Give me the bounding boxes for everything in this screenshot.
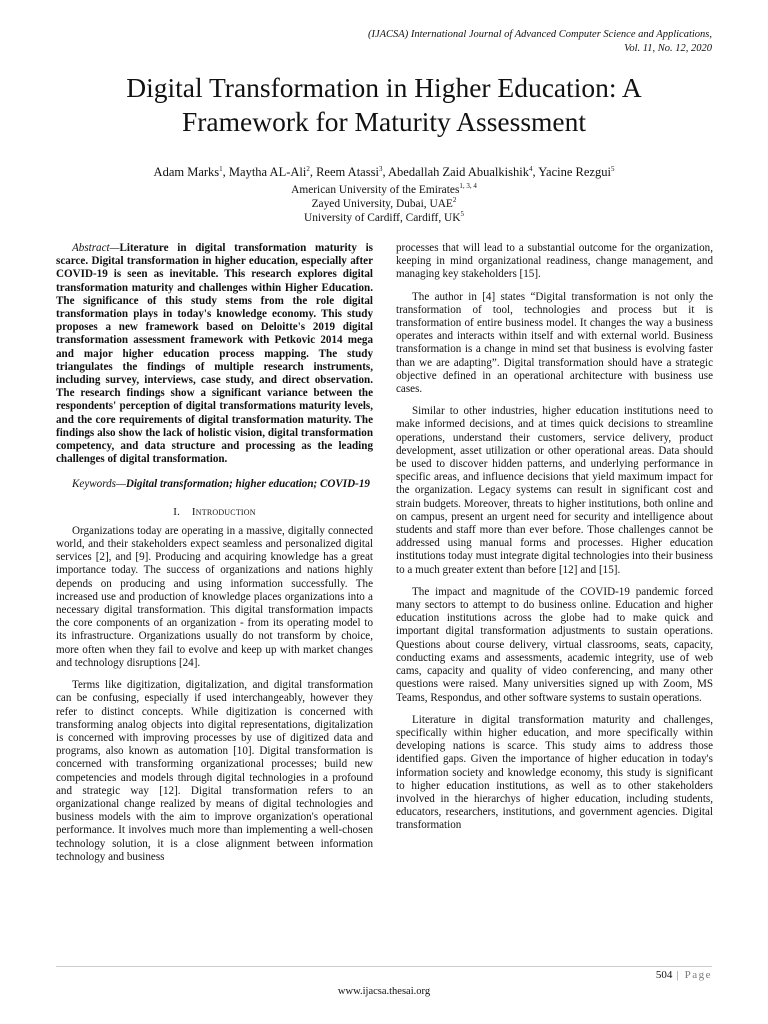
journal-header-line-1: (IJACSA) International Journal of Advanced Computer Science and Applications, — [367, 29, 712, 40]
keywords — [56, 478, 373, 491]
author-affiliation-mark: 1 — [219, 164, 223, 173]
author-separator: , — [222, 165, 229, 179]
keywords-label: Keywords— — [72, 478, 126, 491]
affiliation-mark: 1, 3, 4 — [459, 182, 477, 191]
author — [388, 165, 538, 179]
paper-title-line-1: Digital Transformation in Higher Education: A — [126, 72, 642, 103]
author-list — [40, 164, 728, 180]
abstract-text: Literature in digital transformation maturity is scarce. Digital transformation in higher education, especially after COVID-19 is seen as inevitable. This research explores digital transformation maturity and challenges within Higher Education. The significance of this study stems from the role digital transformation plays in today's knowledge economy. This study proposes a new framework based on Deloitte's 2019 digital transformation assessment framework with Petkovic 2014 mega and major higher education process mapping. The study triangulates the findings of multiple research instruments, including survey, interviews, case study, and direct observation. The research findings show a significant variance between the respondents' perception of digital transformations maturity levels, and the core requirements of digital transformation maturity. The findings also show the lack of holistic vision, digital transformation competency, and data structure and processing as the leading challenges of digital transformation. — [56, 242, 373, 466]
body-paragraph: Organizations today are operating in a massive, digitally connected world, and their stakeholders expect seamless and personalized digital services [2], and [9]. Producing and acquiring knowledge has a great importance today. The success of organizations and nations highly depends on producing and using information successfully. The increased use and production of knowledge places organizations into a necessary digital transformation. This digital transformation impacts the core components of an organization - from its operating model to its infrastructure. Organizations usually do not transform by choice, more often when they fail to evolve and keep up with market changes and technology disruptions [24]. — [56, 524, 373, 669]
abstract — [56, 242, 373, 466]
author — [316, 165, 388, 179]
right-column — [396, 242, 713, 842]
journal-website-link[interactable]: www.ijacsa.thesai.org — [337, 986, 431, 997]
affiliation-mark: 5 — [460, 210, 464, 219]
affiliation-text: American University of the Emirates — [291, 184, 460, 196]
author — [229, 165, 316, 179]
page-number-value: 504 — [655, 969, 673, 981]
paper-title-line-2: Framework for Maturity Assessment — [181, 106, 587, 137]
author-separator: , — [532, 165, 539, 179]
affiliation-text: Zayed University, Dubai, UAE — [311, 198, 453, 210]
author-separator: , — [382, 165, 388, 179]
body-paragraph: Terms like digitization, digitalization, and digital transformation can be confusing, especially if used interchangeably, however they refer to distinct concepts. While digitization is concerned with transforming analog objects into digital representations, digitalization is concerned with improving processes by use of digitized data and programs, also known as automation [10]. Digital transformation is concerned with transforming organizational processes; build new competencies and models through digital technologies in a profound and strategic way [12]. Digital transformation refers to an organizational change realized by means of digital technologies and business models with the aim to improve organization's operational performance. It involves much more than implementing a well-chosen technology solution, it is a close alignment between information technology and business — [56, 679, 373, 863]
section-number: I. — [173, 505, 181, 518]
body-paragraph: Literature in digital transformation maturity and challenges, specifically within higher education, and more specifically within developing nations is scarce. This study aims to address those identified gaps. Given the importance of higher education in today's information society and knowledge economy, this study is significant to higher education institutions, as well as to other stakeholders involved in the hierarchys of higher education, including students, educators, researchers, institutions, and government agencies. Digital transformation — [396, 713, 713, 832]
page-number-separator: | — [672, 969, 685, 981]
author-name: Abedallah Zaid Abualkishik — [388, 165, 529, 179]
footer-divider — [56, 966, 712, 967]
page-number-label: Page — [684, 969, 712, 981]
body-paragraph: processes that will lead to a substantial outcome for the organization, keeping in mind organizational readiness, change management, and managing key stakeholders [15]. — [396, 242, 713, 281]
section-title: Introduction — [191, 505, 256, 518]
paper-title — [60, 71, 708, 139]
affiliation — [100, 211, 668, 225]
left-column — [56, 242, 373, 873]
author — [538, 165, 614, 179]
author-name: Maytha AL-Ali — [228, 165, 307, 179]
author-affiliation-mark: 5 — [610, 164, 615, 173]
author-affiliation-mark: 3 — [378, 164, 383, 173]
author-name: Yacine Rezgui — [538, 165, 611, 179]
body-paragraph: The impact and magnitude of the COVID-19 pandemic forced many sectors to attempt to do business online. Education and higher education institutions across the globe had to make quick and important digital transformation adjustments to sustain operations. Questions about course delivery, virtual classrooms, seats, capacity, conducting exams and assessments, academic integrity, use of web cams, capacity and quality of video conferencing, and many other questions were raised. Many universities signed up with Zoom, MS Teams, Respondus, and other software systems to sustain operations. — [396, 585, 713, 704]
affiliation-mark: 2 — [452, 196, 457, 205]
journal-header — [192, 28, 712, 56]
journal-header-line-2: Vol. 11, No. 12, 2020 — [624, 43, 712, 54]
affiliation-text: University of Cardiff, Cardiff, UK — [304, 212, 461, 224]
author-affiliation-mark: 4 — [528, 164, 533, 173]
affiliation — [100, 197, 668, 211]
author-affiliation-mark: 2 — [306, 164, 310, 173]
keywords-text: Digital transformation; higher education; COVID-19 — [125, 478, 370, 491]
body-paragraph: Similar to other industries, higher education institutions need to make informed decisions, and at times quick decisions to streamline operations, understand their customers, service delivery, product development, asset utilization or other operational areas. Data should be used to discover hidden patterns, and underlying performance in specific areas, and influence decisions that yield maximum impact for the organization. Legacy systems can result in significant cost and strain budgets. Moreover, threats to higher institutions, both online and on campus, present an urgent need for security and intelligence about students and staff more than ever before. Those challenges cannot be addressed using manual forms and processes. Higher education institutions today must integrate digital technologies into their business to a much greater extent than before [12] and [15]. — [396, 405, 713, 576]
section-heading — [56, 506, 373, 519]
body-paragraph: The author in [4] states “Digital transformation is not only the transformation of tool, technologies and process but it is transformation of entire business model. It changes the way a business operates and interacts within itself and with external world. Business transformation is a change in mind set that business is evolving faster than we are adapting”. Digital transformation should have a strategic objective defined in an operational architecture with business use cases. — [396, 290, 713, 396]
author-name: Reem Atassi — [316, 165, 379, 179]
abstract-label: Abstract— — [72, 242, 120, 254]
author-separator: , — [309, 165, 317, 179]
affiliation — [100, 183, 668, 197]
author — [154, 165, 229, 179]
page-number — [656, 969, 712, 982]
author-name: Adam Marks — [153, 165, 220, 179]
